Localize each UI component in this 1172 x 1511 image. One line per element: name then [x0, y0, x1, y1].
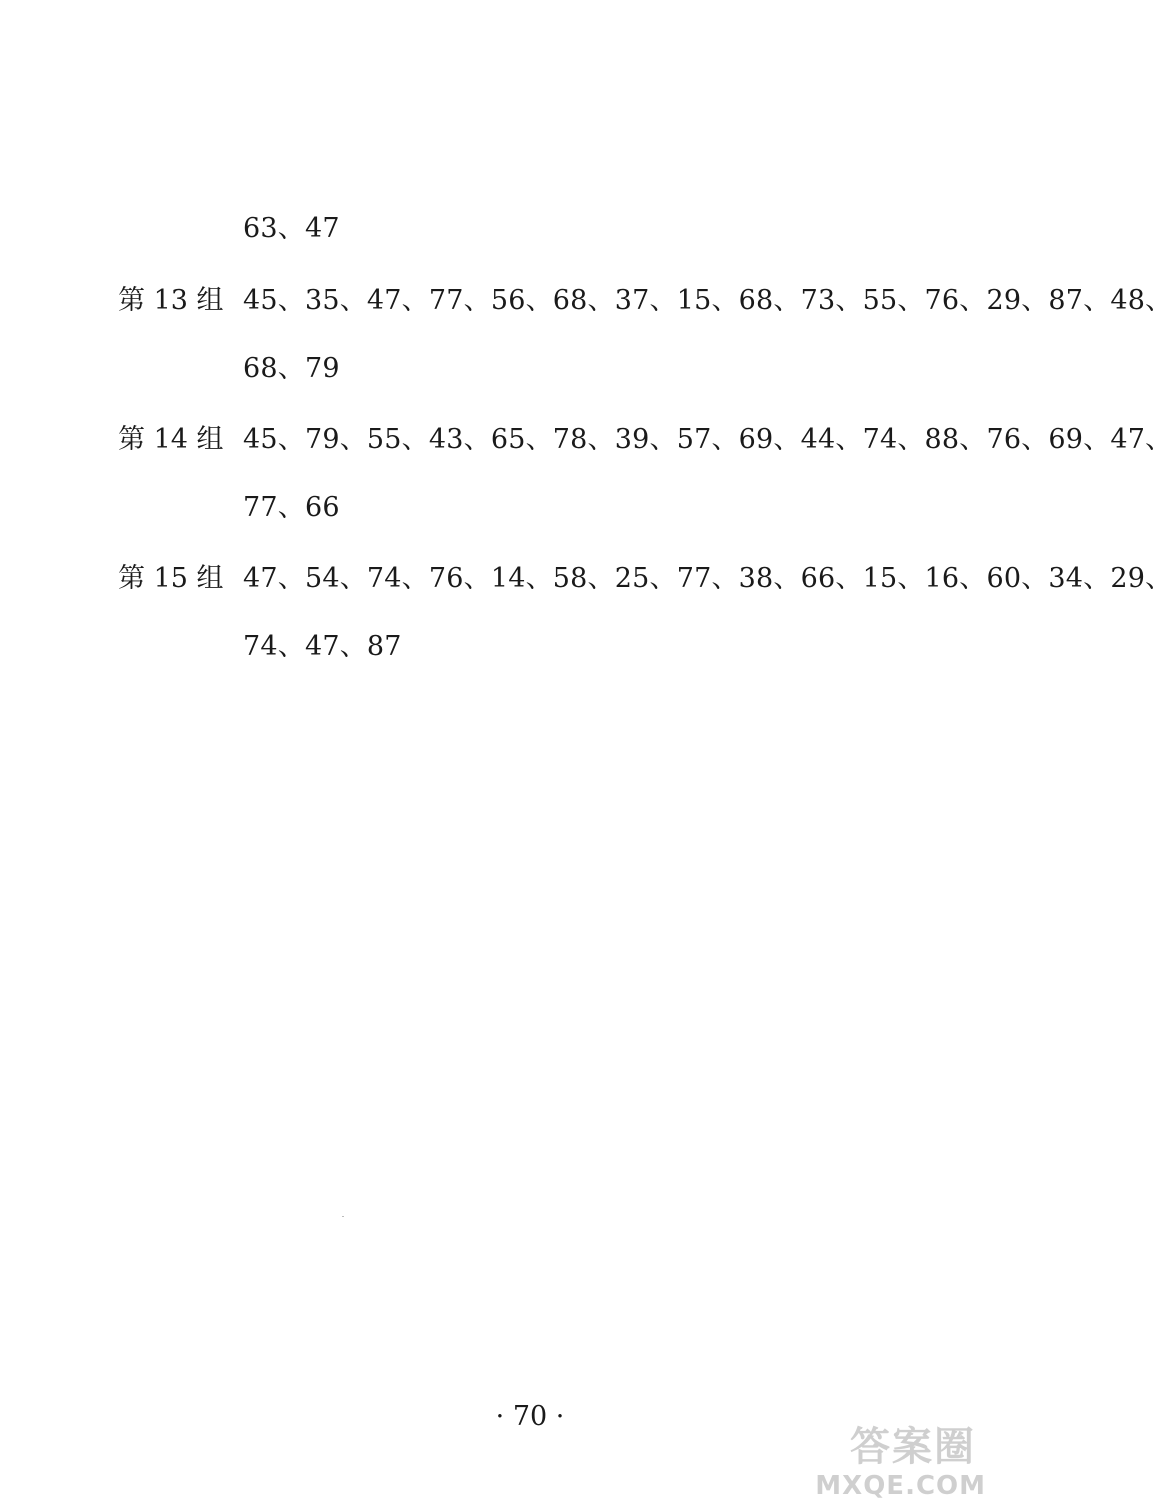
watermark-top-text: 答案圈 [850, 1424, 976, 1470]
page-number: · 70 · [495, 1401, 565, 1432]
group-numbers-line: 77、66 [243, 492, 340, 523]
group-numbers-line: 45、79、55、43、65、78、39、57、69、44、74、88、76、69、47、 [243, 424, 1172, 455]
scan-speck [342, 1216, 344, 1217]
group-numbers-line: 74、47、87 [243, 631, 402, 662]
group-numbers-line: 68、79 [243, 353, 340, 384]
continuation-line: 63、47 [243, 213, 340, 244]
group-label: 第 13 组 [118, 285, 224, 316]
group-numbers-line: 45、35、47、77、56、68、37、15、68、73、55、76、29、87、48、 [243, 285, 1172, 316]
watermark-logo [802, 1409, 992, 1505]
group-label: 第 15 组 [118, 563, 224, 594]
watermark-bottom-text: MXQE.COM [815, 1471, 986, 1501]
group-label: 第 14 组 [118, 424, 224, 455]
group-numbers-line: 47、54、74、76、14、58、25、77、38、66、15、16、60、34、29、 [243, 563, 1172, 594]
